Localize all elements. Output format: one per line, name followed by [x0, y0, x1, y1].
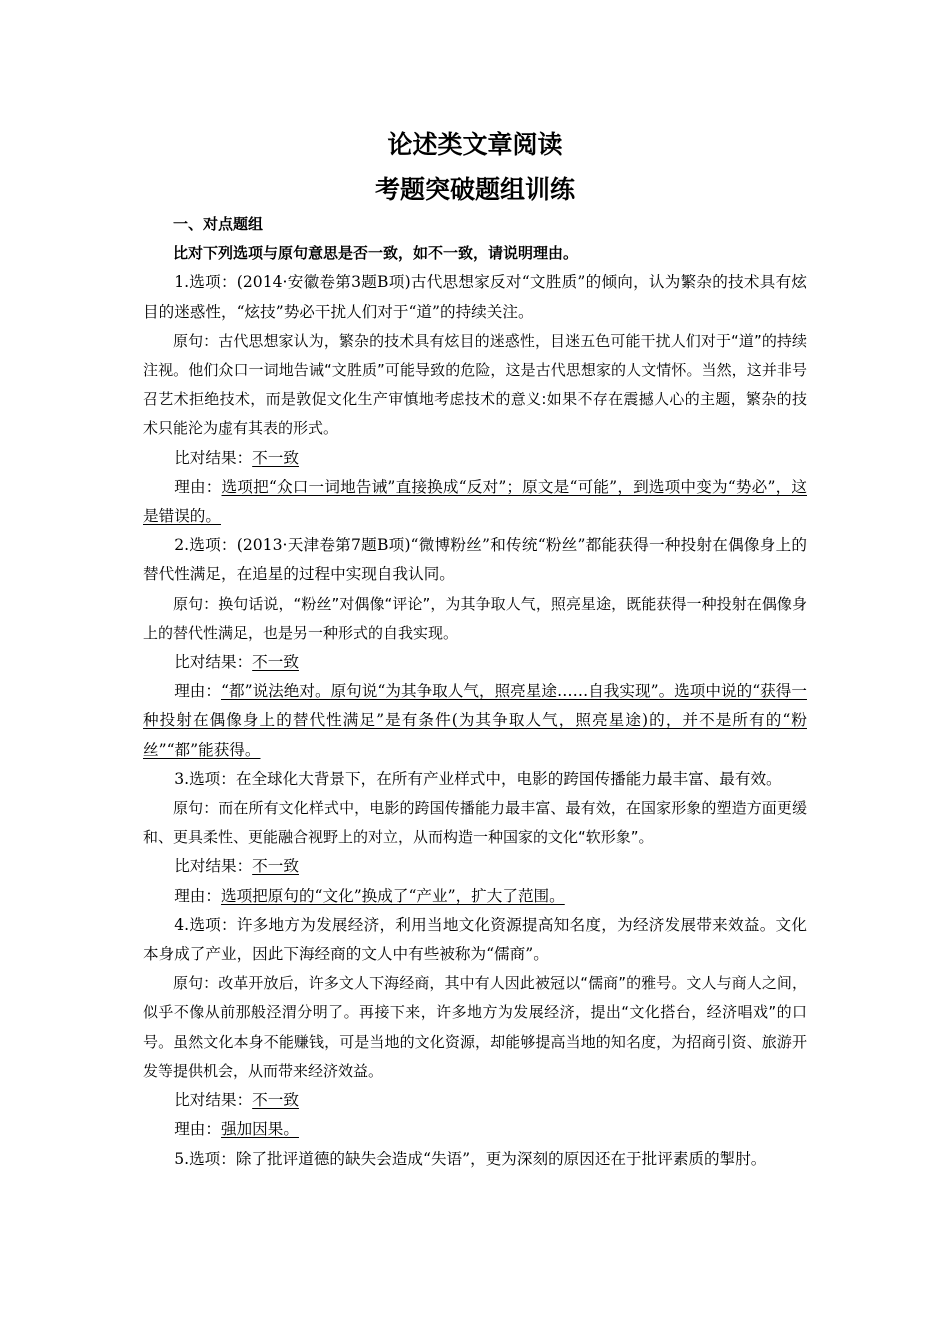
item-option: 3.选项：在全球化大背景下，在所有产业样式中，电影的跨国传播能力最丰富、最有效。 — [174, 769, 782, 788]
item-result — [143, 648, 807, 677]
reason-label: 理由： — [174, 682, 221, 701]
reason-label: 理由： — [174, 477, 222, 496]
item-reason — [143, 473, 807, 531]
reason-value: 强加因果。 — [220, 1120, 299, 1139]
item-option: 1.选项：(2014·安徽卷第3题B项)古代思想家反对“文胜质”的倾向，认为繁杂的技术具有炫目的迷惑性，“炫技”势必干扰人们对于“道”的持续关注。 — [143, 273, 807, 321]
item-result — [143, 852, 807, 881]
item-option: 4.选项：许多地方为发展经济，利用当地文化资源提高知名度，为经济发展带来效益。文化本身成了产业，因此下海经商的文人中有些被称为“儒商”。 — [143, 915, 807, 964]
instruction: 比对下列选项与原句意思是否一致，如不一致，请说明理由。 — [173, 244, 579, 263]
result-value: 不一致 — [252, 653, 299, 672]
reason-value: “都”说法绝对。原句说“为其争取人气，照亮星途……自我实现”。选项中说的“获得一种投射在偶像身上的替代性满足”是有条件(为其争取人气，照亮星途)的，并不是所有的“粉丝”“都”能获得。 — [143, 682, 807, 759]
item-result — [143, 444, 807, 473]
page-title: 论述类文章阅读 — [387, 130, 563, 159]
reason-label: 理由： — [174, 886, 221, 905]
reason-value: 选项把原句的“文化”换成了“产业”，扩大了范围。 — [220, 886, 565, 905]
result-value: 不一致 — [252, 448, 299, 467]
item-reason — [143, 1115, 807, 1144]
item-original-sentence: 原句：改革开放后，许多文人下海经商，其中有人因此被冠以“儒商”的雅号。文人与商人之间，似乎不像从前那般泾渭分明了。再接下来，许多地方为发展经济，提出“文化搭台，经济唱戏”的口号。虽然文化本身不能赚钱，可是当地的文化资源，却能够提高当地的知名度，为招商引资、旅游开发等提供机会，从而带来经济效益。 — [143, 974, 807, 1080]
item-original-sentence: 原句：古代思想家认为，繁杂的技术具有炫目的迷惑性，目迷五色可能干扰人们对于“道”的持续注视。他们众口一词地告诫“文胜质”可能导致的危险，这是古代思想家的人文情怀。当然，这并非号召艺术拒绝技术，而是敦促文化生产审慎地考虑技术的意义:如果不存在震撼人心的主题，繁杂的技术只能沦为虚有其表的形式。 — [143, 331, 807, 438]
page-subtitle: 考题突破题组训练 — [374, 175, 575, 204]
document-body — [143, 210, 807, 1174]
item-reason — [143, 882, 807, 911]
result-label: 比对结果： — [174, 857, 253, 876]
result-value: 不一致 — [252, 857, 299, 876]
result-label: 比对结果： — [174, 448, 253, 467]
item-option: 2.选项：(2013·天津卷第7题B项)“微博粉丝”和传统“粉丝”都能获得一种投射在偶像身上的替代性满足，在追星的过程中实现自我认同。 — [143, 536, 807, 584]
result-value: 不一致 — [252, 1091, 299, 1110]
result-label: 比对结果： — [174, 653, 253, 672]
reason-value: 选项把“众口一词地告诫”直接换成“反对”；原文是“可能”，到选项中变为“势必”，这是错误的。 — [143, 477, 807, 526]
section-heading: 一、对点题组 — [173, 215, 264, 233]
item-original-sentence: 原句：换句话说，“粉丝”对偶像“评论”，为其争取人气，照亮星途，既能获得一种投射在偶像身上的替代性满足，也是另一种形式的自我实现。 — [143, 594, 807, 642]
reason-label: 理由： — [174, 1120, 221, 1139]
item-original-sentence: 原句：而在所有文化样式中，电影的跨国传播能力最丰富、最有效，在国家形象的塑造方面更缓和、更具柔性、更能融合视野上的对立，从而构造一种国家的文化“软形象”。 — [143, 799, 807, 847]
item-option: 5.选项：除了批评道德的缺失会造成“失语”，更为深刻的原因还在于批评素质的掣肘。 — [174, 1149, 767, 1168]
result-label: 比对结果： — [174, 1091, 253, 1110]
item-result — [143, 1086, 807, 1115]
item-reason — [143, 677, 807, 765]
